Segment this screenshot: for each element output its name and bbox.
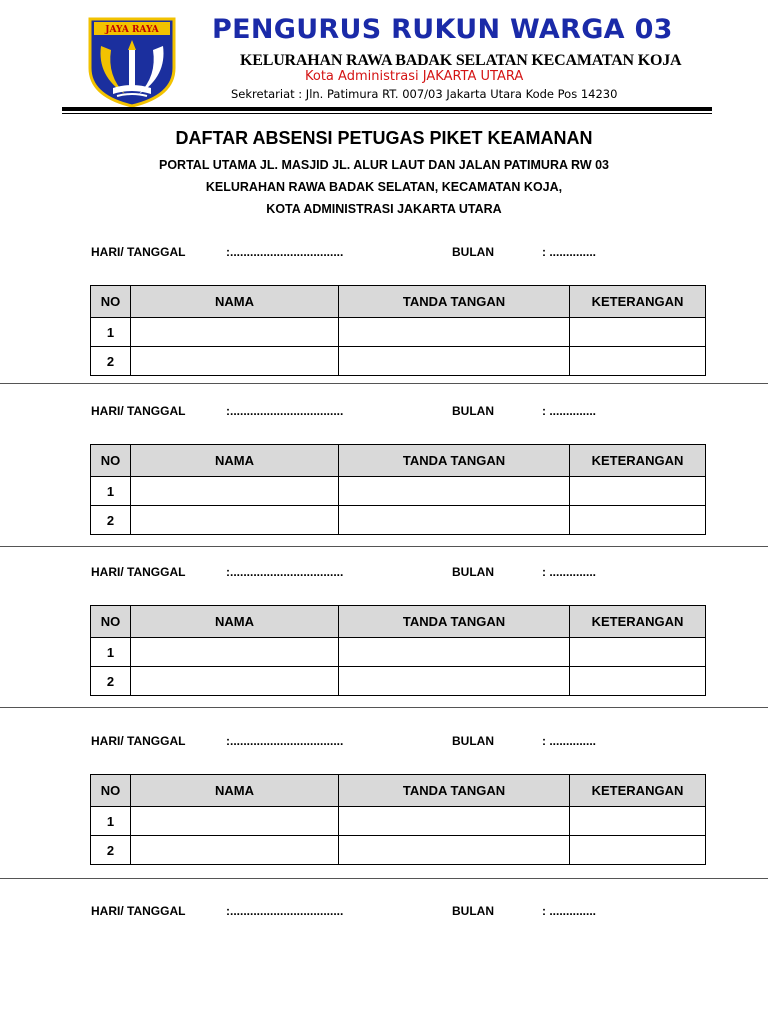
document-subtitle-1: PORTAL UTAMA JL. MASJID JL. ALUR LAUT DAN JALAN PATIMURA RW 03	[159, 158, 609, 172]
header-keterangan: KETERANGAN	[570, 286, 706, 318]
row-number: 2	[91, 347, 131, 376]
header-no: NO	[91, 606, 131, 638]
letterhead-rule-thick	[62, 107, 712, 111]
attendance-table	[90, 285, 706, 376]
signature-cell	[339, 667, 570, 696]
table-header-row	[91, 775, 706, 807]
document-subtitle-2: KELURAHAN RAWA BADAK SELATAN, KECAMATAN KOJA,	[205, 180, 563, 194]
header-no: NO	[91, 445, 131, 477]
header-no: NO	[91, 286, 131, 318]
month-label: BULAN	[452, 565, 494, 579]
section-separator	[0, 878, 768, 879]
table-row	[91, 477, 706, 506]
header-nama: NAMA	[131, 445, 339, 477]
row-number: 2	[91, 836, 131, 865]
signature-cell	[339, 506, 570, 535]
nama-cell	[131, 836, 339, 865]
month-label: BULAN	[452, 245, 494, 259]
table-header-row	[91, 445, 706, 477]
nama-cell	[131, 506, 339, 535]
day-value: :..................................	[226, 404, 344, 418]
row-number: 2	[91, 506, 131, 535]
signature-cell	[339, 318, 570, 347]
header-keterangan: KETERANGAN	[570, 445, 706, 477]
keterangan-cell	[570, 347, 706, 376]
org-address: Sekretariat : Jln. Patimura RT. 007/03 Jakarta Utara Kode Pos 14230	[231, 87, 618, 101]
month-value: : ..............	[542, 404, 597, 418]
table-header-row	[91, 286, 706, 318]
attendance-table	[90, 444, 706, 535]
table-header-row	[91, 606, 706, 638]
day-label: HARI/ TANGGAL	[91, 245, 186, 259]
month-value: : ..............	[542, 565, 597, 579]
attendance-table	[90, 605, 706, 696]
keterangan-cell	[570, 506, 706, 535]
meta-row	[0, 904, 768, 920]
row-number: 1	[91, 318, 131, 347]
header-tanda-tangan: TANDA TANGAN	[339, 606, 570, 638]
document-title: DAFTAR ABSENSI PETUGAS PIKET KEAMANAN	[175, 128, 593, 148]
day-label: HARI/ TANGGAL	[91, 565, 186, 579]
day-value: :..................................	[226, 734, 344, 748]
nama-cell	[131, 667, 339, 696]
org-subtitle: KELURAHAN RAWA BADAK SELATAN KECAMATAN KOJA	[240, 52, 682, 69]
month-label: BULAN	[452, 734, 494, 748]
row-number: 1	[91, 638, 131, 667]
signature-cell	[339, 807, 570, 836]
meta-row	[0, 565, 768, 581]
table-row	[91, 667, 706, 696]
letterhead-rule-thin	[62, 113, 712, 114]
signature-cell	[339, 347, 570, 376]
keterangan-cell	[570, 318, 706, 347]
keterangan-cell	[570, 638, 706, 667]
nama-cell	[131, 347, 339, 376]
table-row	[91, 347, 706, 376]
header-no: NO	[91, 775, 131, 807]
table-row	[91, 836, 706, 865]
section-separator	[0, 546, 768, 547]
section-separator	[0, 707, 768, 708]
header-tanda-tangan: TANDA TANGAN	[339, 445, 570, 477]
month-label: BULAN	[452, 904, 494, 918]
meta-row	[0, 734, 768, 750]
keterangan-cell	[570, 667, 706, 696]
keterangan-cell	[570, 836, 706, 865]
header-nama: NAMA	[131, 606, 339, 638]
signature-cell	[339, 836, 570, 865]
day-value: :..................................	[226, 245, 344, 259]
header-nama: NAMA	[131, 286, 339, 318]
table-row	[91, 807, 706, 836]
row-number: 1	[91, 477, 131, 506]
header-keterangan: KETERANGAN	[570, 775, 706, 807]
signature-cell	[339, 477, 570, 506]
header-nama: NAMA	[131, 775, 339, 807]
day-label: HARI/ TANGGAL	[91, 904, 186, 918]
row-number: 2	[91, 667, 131, 696]
keterangan-cell	[570, 807, 706, 836]
attendance-table	[90, 774, 706, 865]
table-row	[91, 638, 706, 667]
day-label: HARI/ TANGGAL	[91, 404, 186, 418]
nama-cell	[131, 318, 339, 347]
day-label: HARI/ TANGGAL	[91, 734, 186, 748]
org-city: Kota Administrasi JAKARTA UTARA	[305, 69, 524, 84]
org-name: PENGURUS RUKUN WARGA 03	[212, 14, 673, 45]
signature-cell	[339, 638, 570, 667]
header-tanda-tangan: TANDA TANGAN	[339, 286, 570, 318]
nama-cell	[131, 807, 339, 836]
header-tanda-tangan: TANDA TANGAN	[339, 775, 570, 807]
month-value: : ..............	[542, 245, 597, 259]
month-label: BULAN	[452, 404, 494, 418]
section-separator	[0, 383, 768, 384]
keterangan-cell	[570, 477, 706, 506]
nama-cell	[131, 477, 339, 506]
table-row	[91, 318, 706, 347]
row-number: 1	[91, 807, 131, 836]
meta-row	[0, 404, 768, 420]
day-value: :..................................	[226, 904, 344, 918]
day-value: :..................................	[226, 565, 344, 579]
letterhead	[0, 0, 768, 118]
nama-cell	[131, 638, 339, 667]
document-subtitle-3: KOTA ADMINISTRASI JAKARTA UTARA	[266, 202, 502, 216]
meta-row	[0, 245, 768, 261]
month-value: : ..............	[542, 904, 597, 918]
logo-text: JAYA RAYA	[105, 25, 159, 35]
table-row	[91, 506, 706, 535]
jakarta-emblem-icon	[87, 16, 177, 108]
header-keterangan: KETERANGAN	[570, 606, 706, 638]
month-value: : ..............	[542, 734, 597, 748]
